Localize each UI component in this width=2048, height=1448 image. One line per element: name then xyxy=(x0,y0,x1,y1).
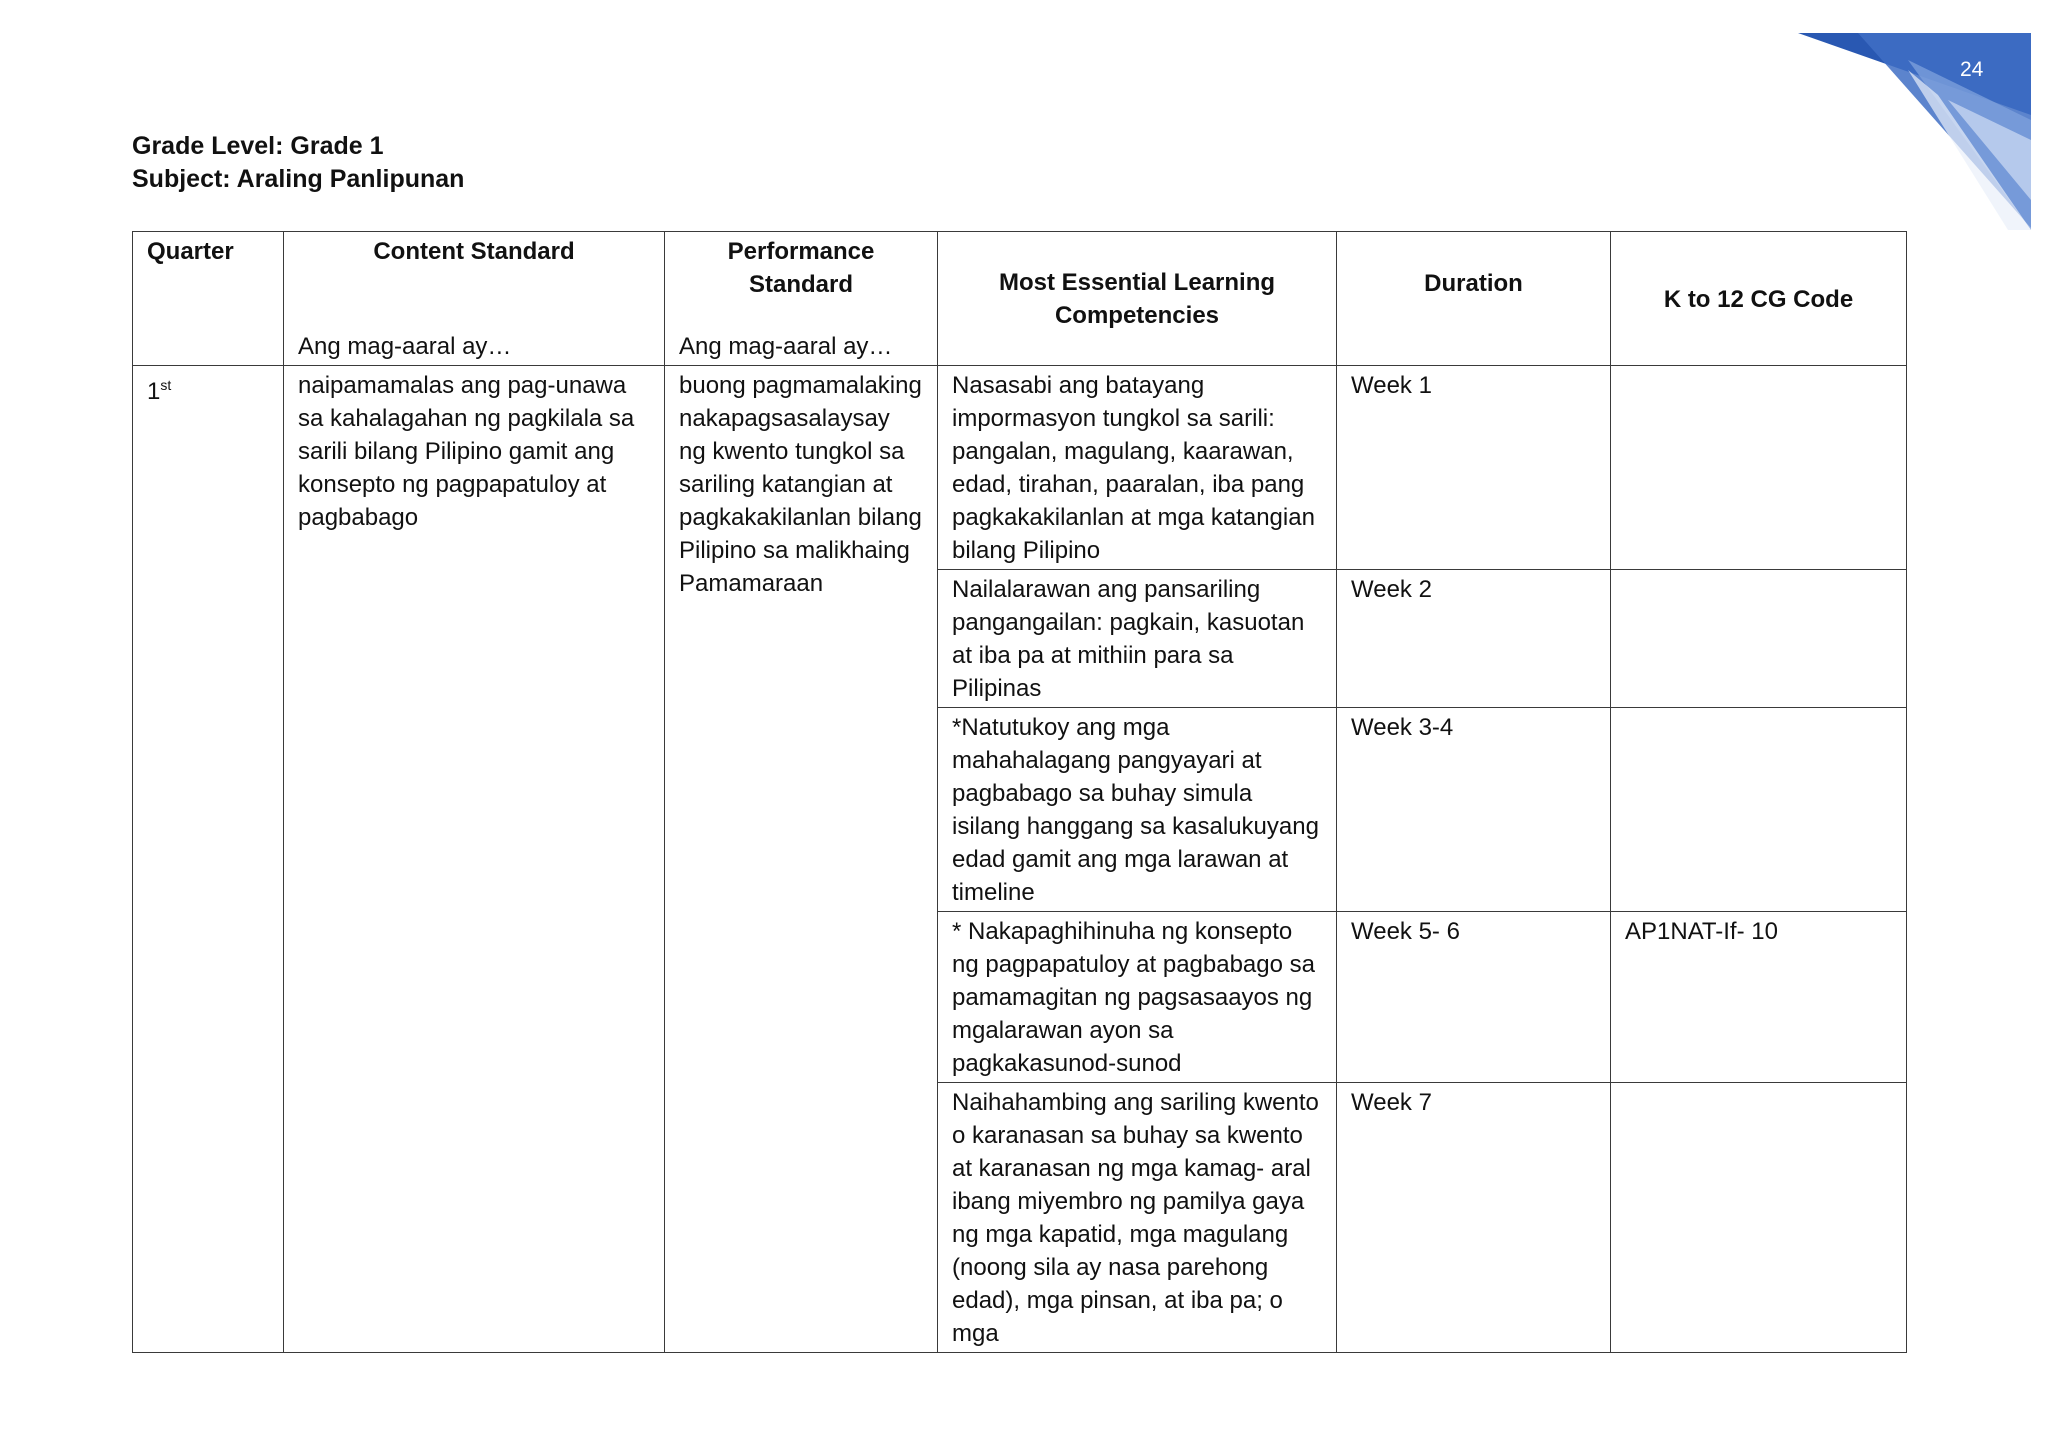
quarter-suffix: st xyxy=(160,377,172,393)
duration-cell: Week 2 xyxy=(1337,570,1611,708)
cg-code-cell xyxy=(1611,708,1907,912)
quarter-cell xyxy=(133,366,284,1353)
competency-cell: Nailalarawan ang pansariling pangangailan: pagkain, kasuotan at iba pa at mithiin para sa Pilipinas xyxy=(938,570,1337,708)
header-performance-standard-sub: Ang mag-aaral ay… xyxy=(679,333,893,360)
header-content-standard-sub: Ang mag-aaral ay… xyxy=(298,333,512,360)
header-content-standard-label: Content Standard xyxy=(373,238,575,265)
content-standard-cell: naipamamalas ang pag-unawa sa kahalagahan ng pagkilala sa sarili bilang Pilipino gamit ang konsepto ng pagpapatuloy at pagbabago xyxy=(284,366,665,1353)
table-header-row xyxy=(133,232,1907,366)
quarter-number: 1 xyxy=(147,378,161,405)
header-performance-standard-label: Performance Standard xyxy=(727,238,875,298)
duration-cell: Week 7 xyxy=(1337,1083,1611,1353)
competency-cell: Naihahambing ang sariling kwento o karanasan sa buhay sa kwento at karanasan ng mga kamag- aral ibang miyembro ng pamilya gaya ng mga kapatid, mga magulang (noong sila ay nasa parehong edad), mga pinsan, at iba pa; o mga xyxy=(938,1083,1337,1353)
header-duration-label: Duration xyxy=(1424,270,1523,297)
header-quarter xyxy=(133,232,284,366)
header-melc-label: Most Essential Learning Competencies xyxy=(998,269,1276,329)
cg-code-cell xyxy=(1611,366,1907,570)
header-content-standard xyxy=(284,232,665,366)
subject: Subject: Araling Panlipunan xyxy=(132,165,465,193)
competency-cell: Nasasabi ang batayang impormasyon tungkol sa sarili: pangalan, magulang, kaarawan, edad, tirahan, paaralan, iba pang pagkakakilanlan at mga katangian bilang Pilipino xyxy=(938,366,1337,570)
grade-level: Grade Level: Grade 1 xyxy=(132,132,384,160)
header-cg-code xyxy=(1611,232,1907,366)
header-quarter-label: Quarter xyxy=(147,238,234,265)
competency-cell: * Nakapaghihinuha ng konsepto ng pagpapatuloy at pagbabago sa pamamagitan ng pagsasaayos ng mgalarawan ayon sa pagkakasunod-sunod xyxy=(938,912,1337,1083)
document-header xyxy=(132,130,464,196)
table-row xyxy=(133,366,1907,570)
duration-cell: Week 1 xyxy=(1337,366,1611,570)
header-cg-code-label: K to 12 CG Code xyxy=(1663,285,1854,313)
duration-cell: Week 3-4 xyxy=(1337,708,1611,912)
duration-cell: Week 5- 6 xyxy=(1337,912,1611,1083)
performance-standard-text-2: Pilipino sa malikhaing Pamamaraan xyxy=(679,537,910,597)
performance-standard-cell xyxy=(665,366,938,1353)
cg-code-cell xyxy=(1611,1083,1907,1353)
competency-cell: *Natutukoy ang mga mahahalagang pangyayari at pagbabago sa buhay simula isilang hanggang sa kasalukuyang edad gamit ang mga larawan at timeline xyxy=(938,708,1337,912)
cg-code-cell xyxy=(1611,570,1907,708)
melc-table xyxy=(132,231,1907,1353)
header-duration xyxy=(1337,232,1611,366)
header-performance-standard xyxy=(665,232,938,366)
cg-code-cell: AP1NAT-If- 10 xyxy=(1611,912,1907,1083)
header-melc xyxy=(938,232,1337,366)
corner-decoration xyxy=(1708,0,2048,260)
page-number: 24 xyxy=(1960,58,1984,81)
performance-standard-text: buong pagmamalaking nakapagsasalaysay ng kwento tungkol sa sariling katangian at pagkakakilanlan bilang xyxy=(679,372,922,531)
